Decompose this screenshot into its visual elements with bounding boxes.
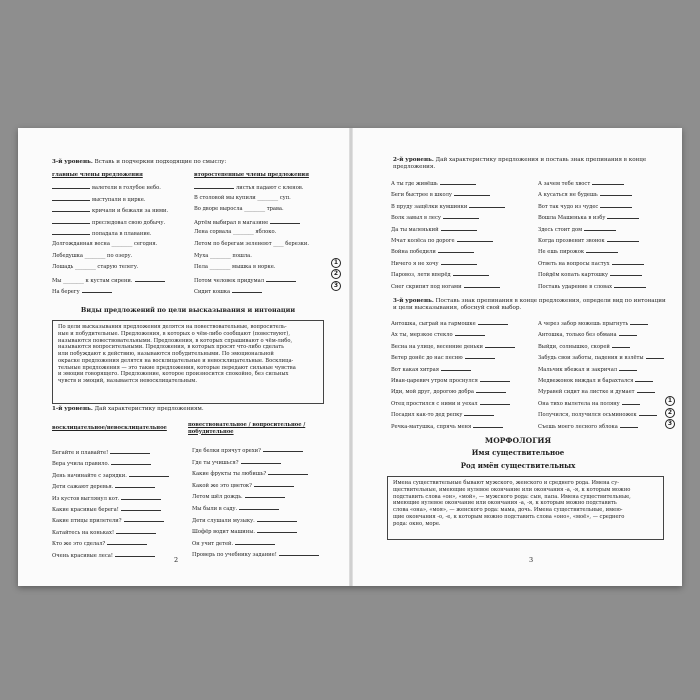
sentence-row <box>52 471 187 480</box>
fill-row <box>52 229 187 238</box>
fill-row <box>52 264 187 273</box>
answer-blank[interactable] <box>194 183 234 189</box>
question-row <box>391 213 531 222</box>
sentence-row <box>391 365 531 374</box>
row-text: Поставь ударение в словах <box>538 283 613 290</box>
sentence-row <box>538 365 678 374</box>
rule-line: Имена существительные бывают мужского, женского и среднего рода. Имена су- <box>393 480 620 486</box>
row-text: Проверь по учебнику задание! <box>192 552 277 559</box>
row-text: Мы ________ к кустам сирени. <box>52 277 133 284</box>
section-title: Виды предложений по цели высказывания и интонации <box>80 306 296 314</box>
answer-blank[interactable] <box>600 202 632 208</box>
level3-heading: 3-й уровень. <box>52 159 93 165</box>
rule-line: или побуждают к действию, называются побудительными. По эмоциональной <box>58 351 274 357</box>
marker-circle-1: 1 <box>665 396 675 406</box>
row-text: Дети сажают деревья. <box>52 484 114 491</box>
answer-blank[interactable] <box>473 422 503 428</box>
marker-circle-2: 2 <box>665 408 675 418</box>
fill-row <box>194 241 334 250</box>
sentence-row <box>52 482 187 491</box>
row-text: Ветер донёс до нас песню <box>391 355 463 362</box>
fill-row <box>194 218 334 227</box>
answer-blank[interactable] <box>635 376 653 382</box>
answer-blank[interactable] <box>612 259 644 265</box>
rule-line: окраске предложения делятся на восклицательные и невосклицательные. Восклица- <box>58 357 294 364</box>
fill-row <box>194 253 334 262</box>
row-text: Весна на улице, весенние деньки <box>391 343 483 350</box>
row-text: Она тихо вылетела на поляну <box>538 400 620 407</box>
row-text: Летом по берегам зеленеют ____ березки. <box>194 241 309 247</box>
row-text: Вот какая хитрая <box>391 366 439 373</box>
sentence-row <box>192 492 337 501</box>
question-row <box>391 202 531 211</box>
row-text: Мы были в саду. <box>192 506 238 512</box>
answer-blank[interactable] <box>135 276 165 282</box>
row-text: Кто же это сделал? <box>52 541 106 548</box>
row-text: Вот так чудо из чудес <box>538 203 599 210</box>
row-text: Антошка, сыграй на гармошке <box>391 321 476 327</box>
answer-blank[interactable] <box>464 282 500 288</box>
row-text: Из кустов выглянул кот. <box>52 495 120 502</box>
row-text: Он учит детей. <box>192 540 234 547</box>
row-text: Беги быстрее в школу <box>391 192 452 199</box>
answer-blank[interactable] <box>270 218 300 224</box>
row-text: Не ешь пирожок <box>538 249 585 256</box>
sentence-row <box>538 410 678 419</box>
row-text: Вера учила правило. <box>52 461 110 468</box>
question-row <box>538 202 683 211</box>
row-text: Иван-царевич утром проснулся <box>391 378 478 384</box>
answer-blank[interactable] <box>639 410 657 416</box>
answer-blank[interactable] <box>121 505 161 511</box>
row-text: кричали и бежали за ними. <box>92 208 169 215</box>
row-text: А ты где живёшь <box>391 181 438 187</box>
answer-blank[interactable] <box>232 287 262 293</box>
answer-blank[interactable] <box>630 319 648 325</box>
fill-row <box>194 229 334 238</box>
question-row <box>538 270 683 279</box>
sentence-row <box>192 516 337 525</box>
question-row <box>538 247 683 256</box>
col-excl-header: восклицательное/невосклицательное <box>52 425 167 431</box>
row-text: Ничего я не хочу <box>391 260 439 267</box>
rule-line: чувств и эмоций, называется невосклицательным. <box>58 378 197 384</box>
question-row <box>538 225 683 234</box>
row-text: попадала в плавание. <box>92 231 152 238</box>
row-text: Медвежонок виждал и барахтался <box>538 378 634 384</box>
fill-row <box>52 241 187 250</box>
sentence-row <box>192 550 337 559</box>
answer-blank[interactable] <box>619 365 637 371</box>
fill-row <box>52 195 187 204</box>
row-text: Война победили <box>391 249 436 256</box>
fill-row <box>52 218 187 227</box>
rule-line: рода: окно, море. <box>393 520 441 527</box>
answer-blank[interactable] <box>455 330 485 336</box>
answer-blank[interactable] <box>607 213 639 219</box>
sentence-row <box>391 376 531 385</box>
fill-row <box>52 253 187 262</box>
question-row <box>391 247 531 256</box>
col-type-header: повествовательное / вопросительное / побудительное <box>188 422 306 435</box>
row-text: Мчат колёса по дороге <box>391 238 455 244</box>
col-main-header: главные члены предложения <box>52 172 143 178</box>
row-text: Получился, получился осьминожек <box>538 412 637 419</box>
row-text: Во дворе выросла ________ трава. <box>194 206 284 213</box>
answer-blank[interactable] <box>478 319 508 325</box>
answer-blank[interactable] <box>110 448 150 454</box>
row-text: Отец простился с ними и уехал <box>391 400 478 407</box>
answer-blank[interactable] <box>600 190 632 196</box>
answer-blank[interactable] <box>592 179 624 185</box>
fill-row <box>52 287 187 296</box>
row-text: Лебедушка ________ по озеру. <box>52 252 133 259</box>
answer-blank[interactable] <box>257 516 297 522</box>
answer-blank[interactable] <box>619 330 637 336</box>
rule-box <box>52 320 324 404</box>
rule-line: подставить слова «он», «мой», — мужского рода: сын, папа. Имена существительные, <box>393 493 631 500</box>
fill-row <box>194 183 334 192</box>
answer-blank[interactable] <box>620 422 638 428</box>
sentence-row <box>391 342 531 351</box>
answer-blank[interactable] <box>607 236 639 242</box>
rule-line: имеющие нулевое окончание или окончания -а, -я, к которым можно подставить <box>393 500 617 507</box>
row-text: На берегу <box>52 289 80 296</box>
answer-blank[interactable] <box>52 206 90 212</box>
row-text: Где белки прячут орехи? <box>192 448 261 454</box>
row-text: Катайтесь на коньках! <box>52 529 115 536</box>
row-text: В пруду защёлки кувшинки <box>391 203 468 210</box>
sentence-row <box>52 448 187 457</box>
answer-blank[interactable] <box>469 202 505 208</box>
question-row <box>391 282 531 291</box>
answer-blank[interactable] <box>612 342 630 348</box>
answer-blank[interactable] <box>441 259 477 265</box>
left-page <box>18 128 349 586</box>
answer-blank[interactable] <box>457 236 493 242</box>
sentence-row <box>391 387 531 396</box>
sentence-row <box>52 528 187 537</box>
level3-task <box>52 159 226 166</box>
row-text: А кусаться не будешь <box>538 192 598 199</box>
row-text: Дети слушали музыку. <box>192 517 255 524</box>
row-text: Когда прозвенит звонок <box>538 238 605 244</box>
row-text: валетели в голубое небо. <box>92 185 161 191</box>
col-secondary-header: второстепенные члены предложения <box>194 172 309 178</box>
answer-blank[interactable] <box>245 492 285 498</box>
sentence-row <box>192 481 337 490</box>
gender-title: Род имён существительных <box>460 461 576 470</box>
answer-blank[interactable] <box>646 353 664 359</box>
question-row <box>391 225 531 234</box>
rule-line: тельные предложения — это такие предложения, которые передают сильные чувства <box>58 364 296 371</box>
answer-blank[interactable] <box>480 376 510 382</box>
question-row <box>538 213 683 222</box>
row-text: Снег скрипит под ногами <box>391 283 462 290</box>
answer-blank[interactable] <box>480 399 510 405</box>
answer-blank[interactable] <box>622 399 640 405</box>
answer-blank[interactable] <box>82 287 112 293</box>
row-text: преследовал свою добычу. <box>92 219 166 226</box>
sentence-row <box>52 459 187 468</box>
sentence-row <box>192 527 337 536</box>
sentence-row <box>538 399 678 408</box>
row-text: Лена сорвала ________ яблоко. <box>194 229 277 236</box>
row-text: Артём выбирал в магазине <box>194 219 269 226</box>
fill-row <box>52 206 187 215</box>
marker-circle-3: 3 <box>331 281 341 291</box>
row-text: Посадил как-то дед репку <box>391 412 463 419</box>
question-row <box>391 236 531 245</box>
sentence-row <box>192 539 337 548</box>
row-text: Выйди, солнышко, скорей <box>538 343 610 350</box>
row-text: Лошадь ________ старую телегу. <box>52 264 139 271</box>
answer-blank[interactable] <box>438 247 474 253</box>
row-text: День начинайте с зарядки. <box>52 472 127 479</box>
answer-blank[interactable] <box>586 247 618 253</box>
row-text: Какой же это цветок? <box>192 482 252 489</box>
sentence-row <box>538 319 678 328</box>
fill-row <box>194 276 334 285</box>
sentence-row <box>52 505 187 514</box>
row-text: Летом шёл дождь. <box>192 494 243 501</box>
rule-line: ные и побудительные. Предложения, в которых о чём-либо сообщают (повествуют), <box>58 330 290 337</box>
answer-blank[interactable] <box>111 459 151 465</box>
level2-task <box>393 157 663 171</box>
sentence-row <box>538 353 678 362</box>
answer-blank[interactable] <box>637 387 655 393</box>
answer-blank[interactable] <box>476 387 506 393</box>
row-text: В столовой мы купили ________ суп. <box>194 194 291 201</box>
row-text: Да ты маленький <box>391 226 439 233</box>
row-text: Муха ________ пошла. <box>194 252 252 259</box>
fill-row <box>52 276 187 285</box>
answer-blank[interactable] <box>115 482 155 488</box>
row-text: Забудь свои заботы, падения и взлёты <box>538 355 644 362</box>
answer-blank[interactable] <box>485 342 515 348</box>
answer-blank[interactable] <box>441 225 477 231</box>
answer-blank[interactable] <box>116 528 156 534</box>
level1-task <box>52 406 204 413</box>
fill-row <box>52 183 187 192</box>
answer-blank[interactable] <box>453 270 489 276</box>
row-text: Мальчик вбежал и закричал <box>538 366 618 373</box>
answer-blank[interactable] <box>443 213 479 219</box>
sentence-row <box>538 330 678 339</box>
question-row <box>391 179 531 188</box>
answer-blank[interactable] <box>121 494 161 500</box>
row-text: Здесь стоит дом <box>538 226 583 233</box>
row-text: Вошла Машенька в избу <box>538 215 606 222</box>
row-text: выступали в цирке. <box>92 196 146 203</box>
answer-blank[interactable] <box>239 504 279 510</box>
level3-heading-right: 3-й уровень. <box>393 298 434 304</box>
question-row <box>538 190 683 199</box>
morphology-title: МОРФОЛОГИЯ <box>484 436 552 445</box>
row-text: Паровоз, лети вперёд <box>391 272 451 279</box>
rule-line: называются повествовательными. Предложения, в которых спрашивают о чём-либо, <box>58 337 293 344</box>
answer-blank[interactable] <box>610 270 642 276</box>
rule-line: По цели высказывания предложения делятся на повествовательные, вопроситель- <box>58 324 287 330</box>
answer-blank[interactable] <box>107 539 147 545</box>
sentence-row <box>192 458 337 467</box>
level2-text: Дай характеристику предложения и поставь знак препинания в конце предложения. <box>393 157 647 170</box>
answer-blank[interactable] <box>464 410 494 416</box>
sentence-row <box>192 504 337 513</box>
answer-blank[interactable] <box>115 551 155 557</box>
question-row <box>538 179 683 188</box>
question-row <box>391 270 531 279</box>
row-text: Иди, мой друг, дорогою добра <box>391 389 474 396</box>
row-text: Где ты учишься? <box>192 459 239 466</box>
answer-blank[interactable] <box>241 458 281 464</box>
answer-blank[interactable] <box>235 539 275 545</box>
answer-blank[interactable] <box>266 276 296 282</box>
sentence-row <box>391 399 531 408</box>
row-text: Шофёр водит машины. <box>192 529 255 536</box>
row-text: Какие птицы прилетели? <box>52 518 122 525</box>
answer-blank[interactable] <box>440 179 476 185</box>
sentence-row <box>52 516 187 525</box>
row-text: Антошка, только без обмана <box>538 332 617 339</box>
right-page <box>353 128 682 586</box>
row-text: Бегайте и плавайте! <box>52 450 109 456</box>
level3-text-right: Поставь знак препинания в конце предложения, определи вид по интонации и цели высказывания, обоснуй свой выбор. <box>393 298 666 311</box>
row-text: Какие красивые берега! <box>52 507 119 513</box>
answer-blank[interactable] <box>52 183 90 189</box>
rule-line: ществительные, имеющие нулевое окончание или окончания -а, -я, к которым можно <box>393 486 631 493</box>
book-spread <box>18 128 682 586</box>
sentence-row <box>538 422 678 431</box>
question-row <box>391 190 531 199</box>
level3-task-right <box>393 298 668 312</box>
marker-circle-1: 1 <box>331 258 341 268</box>
answer-blank[interactable] <box>129 471 169 477</box>
answer-blank[interactable] <box>124 516 164 522</box>
answer-blank[interactable] <box>614 282 646 288</box>
question-row <box>538 236 683 245</box>
answer-blank[interactable] <box>465 353 495 359</box>
sentence-row <box>391 319 531 328</box>
level1-text: Дай характеристику предложениям. <box>94 406 204 412</box>
row-text: листья падают с кленов. <box>236 185 304 191</box>
sentence-row <box>538 376 678 385</box>
sentence-row <box>391 330 531 339</box>
sentence-row <box>52 539 187 548</box>
rule-line: щие окончания -о, -е, к которым можно подставить слова «оно», «моё», — среднего <box>393 513 625 520</box>
row-text: Ответь на вопросы пастух <box>538 260 610 267</box>
answer-blank[interactable] <box>254 481 294 487</box>
answer-blank[interactable] <box>257 527 297 533</box>
marker-circle-2: 2 <box>331 269 341 279</box>
level3-text: Вставь и подчеркни подходящие по смыслу: <box>94 159 227 165</box>
answer-blank[interactable] <box>584 225 616 231</box>
sentence-row <box>538 342 678 351</box>
sentence-row <box>391 353 531 362</box>
sentence-row <box>52 494 187 503</box>
row-text: Какие фрукты ты любишь? <box>192 471 267 478</box>
row-text: А через забор можешь прыгнуть <box>538 321 629 327</box>
noun-title: Имя существительное <box>471 448 565 457</box>
answer-blank[interactable] <box>52 195 90 201</box>
marker-circle-3: 3 <box>665 419 675 429</box>
page-number-right: 3 <box>529 555 534 564</box>
fill-row <box>194 287 334 296</box>
answer-blank[interactable] <box>454 190 490 196</box>
answer-blank[interactable] <box>52 218 90 224</box>
fill-row <box>194 206 334 215</box>
sentence-row <box>391 410 531 419</box>
question-row <box>538 282 683 291</box>
question-row <box>538 259 683 268</box>
answer-blank[interactable] <box>263 446 303 452</box>
fill-row <box>194 264 334 273</box>
row-text: Муравей сидит на листке и думает <box>538 389 635 396</box>
row-text: А зачем тебе хвост <box>538 181 591 187</box>
row-text: Пела ________ мышка в норке. <box>194 264 276 271</box>
fill-row <box>194 195 334 204</box>
row-text: Ах ты, мерзкое стекло <box>391 332 453 339</box>
sentence-row <box>52 551 187 560</box>
answer-blank[interactable] <box>441 365 471 371</box>
row-text: Речка-матушка, спрячь меня <box>391 423 472 430</box>
question-row <box>391 259 531 268</box>
sentence-row <box>192 469 337 478</box>
sentence-row <box>192 446 337 455</box>
level1-heading: 1-й уровень. <box>52 406 93 412</box>
rule-line: слова «она», «моя», — женского рода: мама, дочь. Имена существительные, имею- <box>393 507 623 513</box>
answer-blank[interactable] <box>268 469 308 475</box>
rule-line: и эмоции говорящего. Предложение, которое произносится спокойно, без сильных <box>58 371 289 378</box>
sentence-row <box>538 387 678 396</box>
row-text: Волк завыл в лесу <box>391 215 441 222</box>
rule-line: называются вопросительными. Предложения, в которых просят что-либо сделать <box>58 344 284 351</box>
level2-heading: 2-й уровень. <box>393 157 434 163</box>
rule-box-gender <box>387 476 664 540</box>
row-text: Съешь моего лесного яблока <box>538 423 618 430</box>
row-text: Очень красивые леса! <box>52 552 113 559</box>
answer-blank[interactable] <box>279 550 319 556</box>
answer-blank[interactable] <box>52 229 90 235</box>
row-text: Потом человек придумал <box>194 277 265 284</box>
page-number-left: 2 <box>174 555 179 564</box>
row-text: Сидит кошка <box>194 289 231 296</box>
row-text: Долгожданная весна ________ сегодня. <box>52 241 158 247</box>
sentence-row <box>391 422 531 431</box>
row-text: Пойдём копать картошку <box>538 272 609 279</box>
